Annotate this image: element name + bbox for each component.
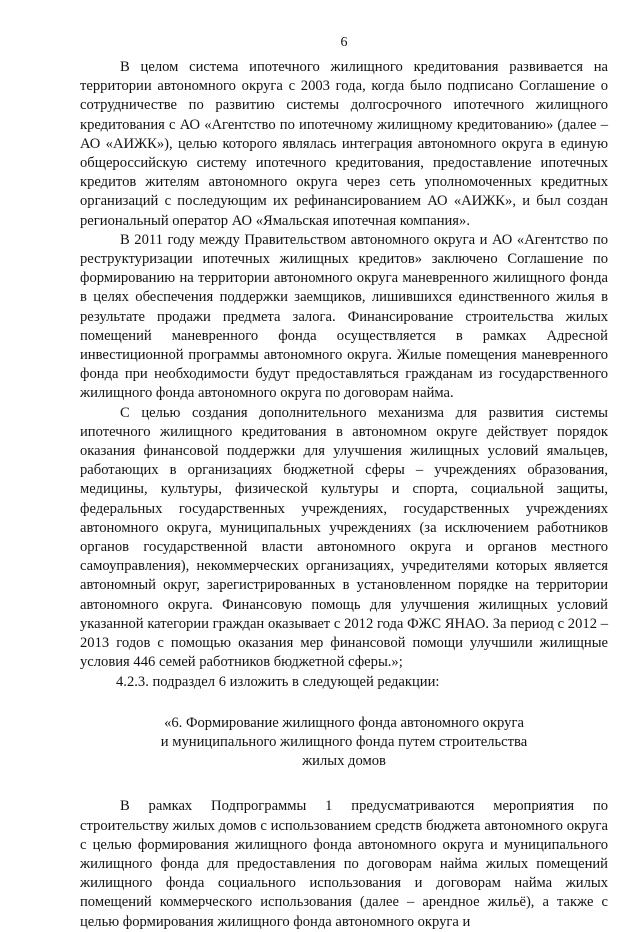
paragraph-financial-support: С целью создания дополнительного механизма для развития системы ипотечного жилищного кредитования в автономном округе действует порядок оказания финансовой поддержки для улучшения жилищных условий ямальцев, работающих в организациях бюджетной сферы – учреждениях образования, медицины, культуры, физической культуры и спорта, социальной защиты, федеральных государственных учреждениях, государственных учреждениях автономного округа, муниципальных учреждениях (за исключением работников органов государственной власти автономного округа и органов местного самоуправления), некоммерческих организациях, учредителями которых является автономный округ, зарегистрированных в установленном порядке на территории автономного округа. Финансовую помощь для улучшения жилищных условий указанной категории граждан оказывает с 2012 года ФЖС ЯНАО. За период с 2012 – 2013 годов с помощью оказания мер финансовой помощи улучшили жилищные условия 446 семей работников бюджетной сферы.»; [80,404,608,671]
paragraph-maneuver-fund: В 2011 году между Правительством автономного округа и АО «Агентство по реструктуризации ипотечных жилищных кредитов» заключено Соглашение по формированию на территории автономного округа маневренного жилищного фонда в целях обеспечения поддержки заемщиков, лишившихся единственного жилья в результате продажи предмета залога. Финансирование строительства жилых помещений маневренного фонда осуществляется в рамках Адресной инвестиционной программы автономного округа. Жилые помещения маневренного фонда при необходимости будут предоставляться гражданам из государственного жилищного фонда автономного округа по договорам найма. [80,231,608,402]
section-title-line-3: жилых домов [302,753,386,770]
section-title-line-1: «6. Формирование жилищного фонда автономного округа [164,714,524,731]
clause-4-2-3: 4.2.3. подраздел 6 изложить в следующей редакции: [116,673,440,690]
section-title-line-2: и муниципального жилищного фонда путем строительства [160,733,528,750]
page-number: 6 [340,35,348,50]
section-title [80,714,608,772]
document-body [80,58,608,932]
paragraph-mortgage-system: В целом система ипотечного жилищного кредитования развивается на территории автономного округа с 2003 года, когда было подписано Соглашение о сотрудничестве по развитию системы долгосрочного ипотечного жилищного кредитования с АО «Агентство по ипотечному жилищному кредитованию» (далее – АО «АИЖК»), целью которого являлась интеграция автономного округа в единую общероссийскую систему ипотечного кредитования, предоставление ипотечных кредитов жителям автономного округа через сеть уполномоченных кредитных организаций с последующим их рефинансированием АО «АИЖК», и был создан региональный оператор АО «Ямальская ипотечная компания». [80,59,608,229]
document-page [80,0,608,930]
paragraph-subprogram-1: В рамках Подпрограммы 1 предусматриваются мероприятия по строительству жилых домов с использованием средств бюджета автономного округа с целью формирования жилищного фонда автономного округа и муниципального жилищного фонда для предоставления по договорам найма жилых помещений жилищного фонда социального использования и договорам найма жилых помещений коммерческого использования (далее – арендное жильё), а также с целью формирования жилищного фонда автономного округа и [80,798,608,930]
